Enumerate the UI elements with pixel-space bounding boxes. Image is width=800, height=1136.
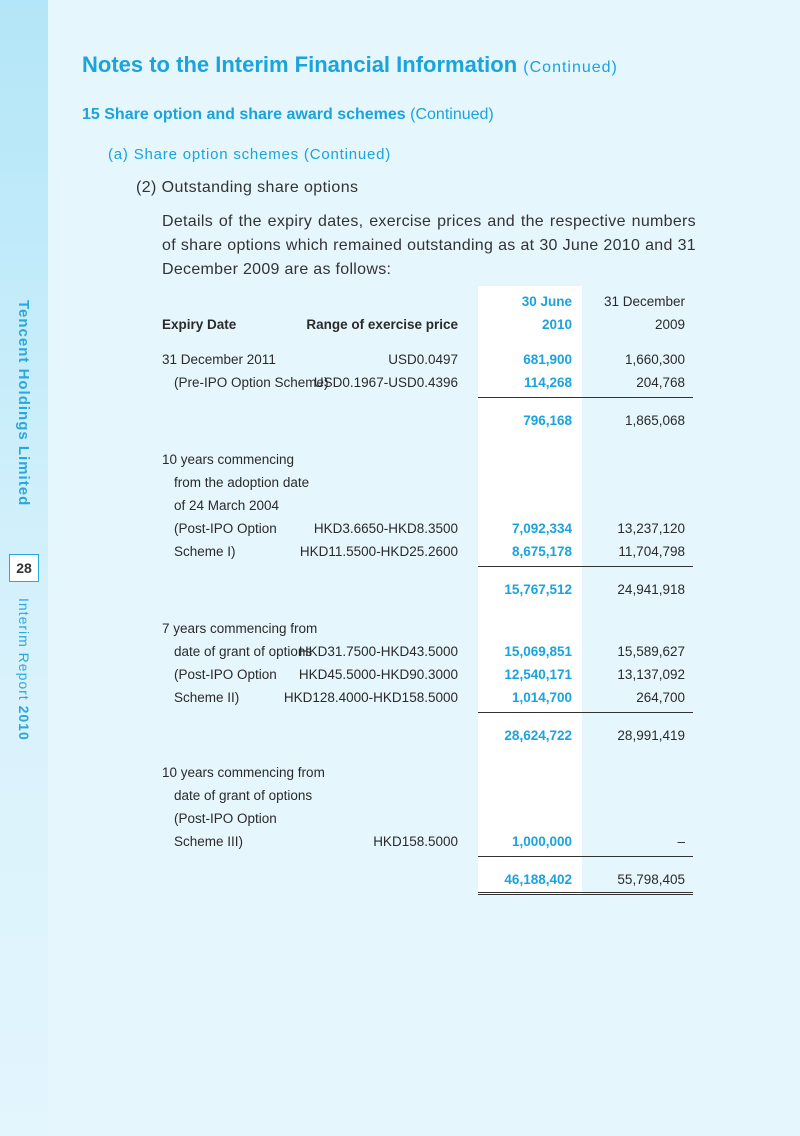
group3-label-line2: date of grant of options — [174, 644, 313, 659]
group2-label-line3: of 24 March 2004 — [174, 498, 280, 513]
group1-row2-price: USD0.1967-USD0.4396 — [313, 375, 458, 390]
group2-subtotal-2009: 24,941,918 — [617, 582, 685, 597]
group1-subtotal-rule — [478, 397, 693, 398]
group3-subtotal-2009: 28,991,419 — [617, 728, 685, 743]
group2-row2-price: HKD11.5500-HKD25.2600 — [299, 544, 458, 559]
header-col2-line2: 2009 — [654, 317, 685, 332]
group1-row1-2010: 681,900 — [523, 352, 572, 367]
group4-row1-price: HKD158.5000 — [373, 834, 458, 849]
section-heading-text: 15 Share option and share award schemes — [82, 106, 406, 123]
total-rule — [478, 856, 693, 857]
group2-row1-2009: 13,237,120 — [617, 521, 685, 536]
group2-label-line1: 10 years commencing — [162, 452, 295, 467]
group1-row2-2009: 204,768 — [636, 375, 685, 390]
page-number: 28 — [9, 554, 39, 582]
group3-row2-2009: 13,137,092 — [617, 667, 685, 682]
header-range: Range of exercise price — [306, 317, 458, 332]
group1-subtotal-2009: 1,865,068 — [624, 413, 685, 428]
group1-row2-2010: 114,268 — [523, 375, 572, 390]
group4-row1-2010: 1,000,000 — [511, 834, 572, 849]
group3-row3-price: HKD128.4000-HKD158.5000 — [283, 690, 458, 705]
group2-subtotal-2010: 15,767,512 — [504, 582, 572, 597]
page-title — [82, 52, 618, 78]
group4-label-line2: date of grant of options — [174, 788, 313, 803]
group3-row2-price: HKD45.5000-HKD90.3000 — [298, 667, 458, 682]
title-text: Notes to the Interim Financial Information — [82, 52, 518, 77]
group2-subtotal-rule — [478, 566, 693, 567]
group4-label-line4: Scheme III) — [174, 834, 244, 849]
group2-label-line2: from the adoption date — [174, 475, 310, 490]
group3-row3-2010: 1,014,700 — [511, 690, 572, 705]
subsection-heading: (a) Share option schemes (Continued) — [108, 146, 392, 163]
group3-subtotal-rule — [478, 712, 693, 713]
header-col1-line2: 2010 — [541, 317, 572, 332]
group1-row1-price: USD0.0497 — [388, 352, 458, 367]
group4-row1-2009: – — [677, 834, 685, 849]
report-prefix: Interim Report — [16, 598, 32, 701]
header-expiry-date: Expiry Date — [162, 317, 237, 332]
company-name: Tencent Holdings Limited — [15, 300, 32, 507]
header-col2-line1: 31 December — [603, 294, 685, 309]
group1-row1-2009: 1,660,300 — [624, 352, 685, 367]
title-suffix: (Continued) — [523, 59, 618, 76]
section-heading — [82, 106, 494, 124]
group3-label-line1: 7 years commencing from — [162, 621, 318, 636]
group2-row1-price: HKD3.6650-HKD8.3500 — [313, 521, 458, 536]
group3-label-line4: Scheme II) — [174, 690, 240, 705]
group2-label-line5: Scheme I) — [174, 544, 236, 559]
report-year: 2010 — [16, 705, 32, 741]
group3-row1-2010: 15,069,851 — [504, 644, 572, 659]
group3-row2-2010: 12,540,171 — [504, 667, 572, 682]
total-double-rule — [478, 892, 693, 895]
total-2009: 55,798,405 — [617, 872, 685, 887]
group1-label-line1: 31 December 2011 — [162, 352, 276, 367]
intro-paragraph: Details of the expiry dates, exercise prices and the respective numbers of share options which remained outstanding as at 30 June 2010 and 31 December 2009 are as follows: — [162, 213, 696, 278]
group3-label-line3: (Post-IPO Option — [174, 667, 277, 682]
header-col1-line1: 30 June — [521, 294, 572, 309]
group2-row1-2010: 7,092,334 — [511, 521, 572, 536]
group1-subtotal-2010: 796,168 — [523, 413, 572, 428]
group3-row3-2009: 264,700 — [636, 690, 685, 705]
group2-row2-2009: 11,704,798 — [618, 544, 685, 559]
item-heading: (2) Outstanding share options — [136, 179, 359, 196]
group4-label-line1: 10 years commencing from — [162, 765, 325, 780]
group3-subtotal-2010: 28,624,722 — [504, 728, 572, 743]
group2-label-line4: (Post-IPO Option — [174, 521, 277, 536]
group2-row2-2010: 8,675,178 — [511, 544, 572, 559]
group3-row1-2009: 15,589,627 — [617, 644, 685, 659]
section-heading-suffix: (Continued) — [410, 106, 494, 123]
group4-label-line3: (Post-IPO Option — [174, 811, 277, 826]
total-2010: 46,188,402 — [504, 872, 572, 887]
group3-row1-price: HKD31.7500-HKD43.5000 — [298, 644, 458, 659]
group1-label-line2: (Pre-IPO Option Scheme) — [174, 375, 329, 390]
